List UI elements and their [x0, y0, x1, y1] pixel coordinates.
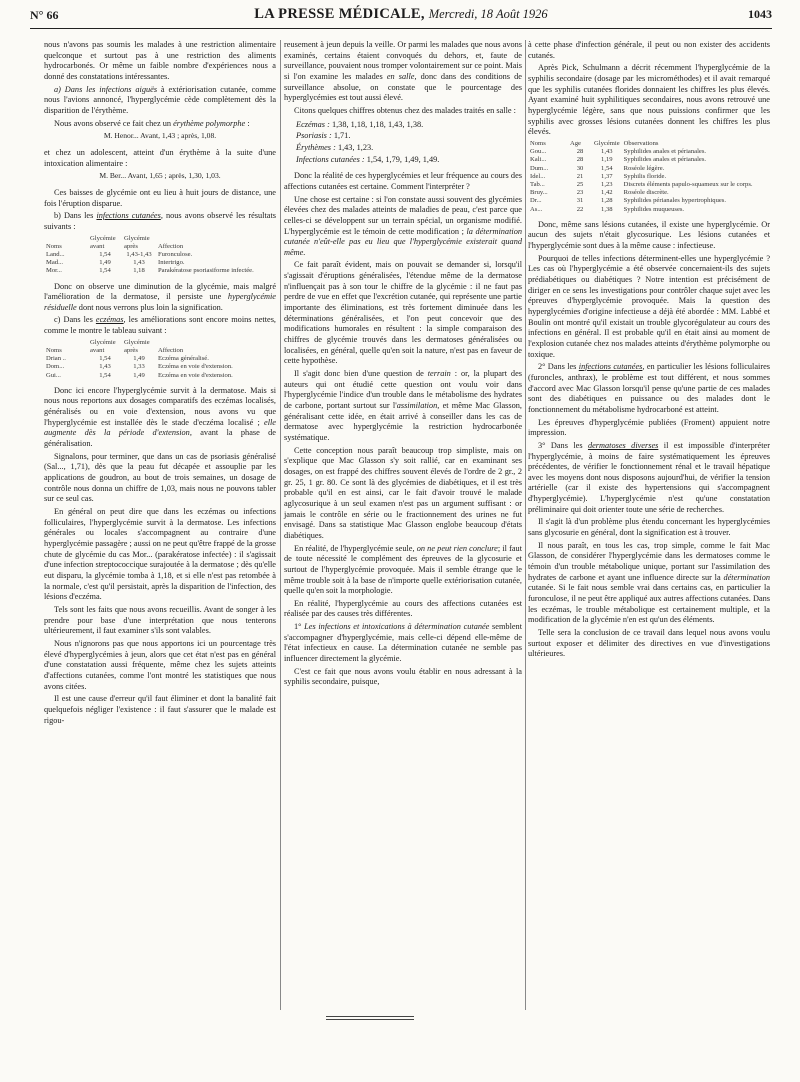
paragraph: Donc, même sans lésions cutanées, il existe une hyperglycémie. Or aucun des sujets n'était glycosurique. Les lésions cutanées et l'hyperglycémie sont dues à la même cause : infectieuse.	[528, 219, 770, 251]
table-header-row	[44, 339, 235, 355]
data-line: Infections cutanées : 1,54, 1,79, 1,49, 1,49.	[296, 154, 440, 164]
paragraph: Nous n'ignorons pas que nous apportons ici un pourcentage très élevé d'hyperglycémies à jeun, alors que cet état n'est pas en général d'une constatation aussi fréquente, même chez les sujets atteints d'affections cutanées, comme l'ont montré les statistiques que nous avons citées.	[44, 638, 276, 691]
paragraph: En réalité, de l'hyperglycémie seule, on ne peut rien conclure; il faut de toute nécessité le complément des épreuves de la glycosurie et surtout de l'hyperglycémie provoquée. Mais il semble étrange que le même trouble soit à la base de n'importe quelle extériorisation cutanée, quelle qu'en soit la morphologie.	[284, 543, 522, 596]
paragraph: Ce fait paraît évident, mais on pouvait se demander si, lorsqu'il s'agissait d'éruptions généralisées, l'étendue même de la dermatose n'influençait pas à son tour le chiffre de la glycémie : il ne faut pas perdre de vue en effet que l'excrétion cutanée, qui représente une partie importante des éliminations, est très fortement diminuée dans les déterminations généralisées, et l'on peut concevoir que des modifications humorales en résultent : la simple comparaison des chiffres de glycémie trouvés dans les dermatoses généralisées ou localisées, en général, quelle qu'en soit la nature, n'est pas en faveur de cette hypothèse.	[284, 260, 522, 366]
issue-number: N° 66	[30, 8, 59, 22]
paragraph: Telle sera la conclusion de ce travail dans lequel nous avons voulu surtout exposer et délimiter des directives en vue d'investigations ultérieures.	[528, 628, 770, 659]
column-header: Age	[570, 139, 581, 147]
paragraph: à cette phase d'infection générale, il peut ou non exister des accidents cutanés.	[528, 40, 770, 60]
table-row: Gui... 1,54 1,49 Eczéma en voie d'extension.	[46, 371, 233, 379]
paragraph: a) Dans les infections aiguës à extériorisation cutanée, comme nous l'avions annoncé, l'hyperglycémie cède complètement dès la disparition de l'érythème.	[44, 84, 276, 115]
case-record: M. Ber... Avant, 1,65 ; après, 1,30, 1,03.	[99, 171, 221, 181]
data-list	[296, 120, 522, 166]
journal-title: LA PRESSE MÉDICALE,	[254, 6, 425, 22]
end-rule	[326, 1019, 414, 1020]
end-rule	[326, 1016, 414, 1017]
paragraph: Les épreuves d'hyperglycémie publiées (Froment) appuient notre impression.	[528, 417, 770, 438]
table-eczemas	[44, 339, 235, 380]
page-number: 1043	[748, 7, 772, 21]
paragraph: Il est une cause d'erreur qu'il faut éliminer et dont la banalité fait quelquefois négliger l'existence : il faut s'assurer que le malade est rigou-	[44, 694, 276, 725]
column-header: Affection	[158, 347, 184, 354]
paragraph: Citons quelques chiffres obtenus chez des malades traités en salle :	[294, 105, 516, 115]
paragraph: Donc la réalité de ces hyperglycémies et leur fréquence au cours des affections cutanées est certaine. Comment l'interpréter ?	[284, 171, 522, 191]
paragraph: Il s'agit là d'un problème plus étendu concernant les hyperglycémies sans glycosurie en général, dont la signification est à trouver.	[528, 517, 770, 538]
column-header: Noms	[46, 347, 62, 354]
table-syphilis	[528, 140, 755, 214]
case-record: M. Henor... Avant, 1,43 ; après, 1,08.	[103, 131, 217, 141]
column-header: Noms	[46, 242, 62, 250]
table-row: Idel... 21 1,37 Syphilis floride.	[530, 172, 667, 180]
table-row: Dum... 30 1,54 Roséole légère.	[530, 164, 665, 172]
table-row: Bruy... 23 1,42 Roséole discrète.	[530, 189, 669, 197]
paragraph: c) Dans les eczémas, les améliorations sont encore moins nettes, comme le montre le tableau suivant :	[44, 315, 276, 336]
paragraph: Donc on observe une diminution de la glycémie, mais malgré l'amélioration de la dermatose, il persiste une hyperglycémie résiduelle dont nous verrons plus loin la signification.	[44, 281, 276, 312]
paragraph: Nous avons observé ce fait chez un érythème polymorphe :	[54, 118, 250, 128]
paragraph: Une chose est certaine : si l'on constate aussi souvent des glycémies élevées chez des malades atteints de maladies de peau, c'est parce que celles-ci se développent sur un terrain spécial, un organisme modifié. L'hyperglycémie est le témoin de cette modification ; la détermination cutanée n'eût-elle pas eu lieu que l'hyperglycémie existerait quand même.	[284, 194, 522, 257]
paragraph: Pourquoi de telles infections déterminent-elles une hyperglycémie ? Les cas où l'hyperglycémie a été observée concernaient-ils des sujets prédiabétiques ou diabétiques ? Notre intention est précisément de diriger en ce sens les investigations pour contrôler chaque sujet avec les épreuves d'hyperglycémie provoquée. Mais la question des hyperglycémies d'origine infectieuse a déjà été abordée : MM. Labbé et Boulin ont montré qu'il existait un trouble glycorégulateur au cours des infections en général. Il est probable qu'il en était ainsi au moment de l'explosion cutanée chez nos malades atteints d'érythème polymorphe ou toxique.	[528, 253, 770, 359]
column-1	[44, 40, 276, 728]
column-3	[528, 40, 770, 662]
paragraph: En réalité, l'hyperglycémie au cours des affections cutanées est réalisée par des causes très différentes.	[284, 598, 522, 619]
table-header-row	[44, 235, 256, 251]
paragraph: Signalons, pour terminer, que dans un cas de psoriasis généralisé (Sal..., 1,71), dès que la peau fut décapée et assouplie par les applications de goudron, au bout de trois semaines, un dosage de contrôle nous donna un chiffre de 1,03, mais nous ne pouvons tabler sur ce seul cas.	[44, 451, 276, 504]
table-row: Dom... 1,43 1,33 Eczéma en voie d'extension.	[46, 363, 233, 371]
data-line: Eczémas : 1,38, 1,18, 1,18, 1,43, 1,38.	[296, 119, 424, 129]
column-header: Glycémie avant	[90, 338, 116, 354]
column-header: Observations	[623, 139, 659, 147]
table-row: Drian .. 1,54 1,49 Eczéma généralisé.	[46, 355, 209, 363]
column-header: Glycémie après	[124, 234, 150, 250]
column-rule	[525, 40, 526, 1010]
paragraph: 3° Dans les dermatoses diverses il est impossible d'interpréter l'hyperglycémie, à moins de faire systématiquement les épreuves précédentes, de vérifier le fonctionnement rénal et le travail hépatique avec les moyens dont nous disposons aujourd'hui, de vérifier la tension artérielle (car il existe des hypertensions qui s'accompagnent d'hyperglycémie). L'hyperglycémie n'est qu'une constatation préliminaire qui doit orienter toute une série de recherches.	[528, 440, 770, 514]
table-header-row	[528, 140, 755, 148]
table-row: As... 22 1,38 Syphilides muqueuses.	[530, 205, 685, 213]
paragraph: b) Dans les infections cutanées, nous avons observé les résultats suivants :	[44, 211, 276, 231]
paragraph: reusement à jeun depuis la veille. Or parmi les malades que nous avons examinés, certains étaient convoqués du dehors, et, faute de surveillance, pouvaient nous tromper volontairement sur ce point. Mais si l'on examine les malades en salle, donc dans des conditions de surveillance absolue, on constate que le pourcentage des hyperglycémies est tout aussi élevé.	[284, 40, 522, 103]
paragraph: Il s'agit donc bien d'une question de terrain : or, la plupart des auteurs qui ont étudié cette question ont voulu voir dans l'hyperglycémie l'indice d'un trouble dans le métabolisme des hydrates de carbone, portant surtout sur l'assimilation, et même Mac Glasson, généralisant cette idée, en était arrivé à conseiller dans les cas de dermatose avec hyperglycémie la restriction hydrocarbonée systématique.	[284, 369, 522, 442]
running-header	[30, 4, 772, 29]
paragraph: Donc ici encore l'hyperglycémie survit à la dermatose. Mais si nous nous reportons aux dosages comparatifs des eczémas localisés, généralisés ou en voie d'extension, nous avons vu que l'hyperglycémie est installée dès le stade d'eczéma localisé ; elle augmente dès la période d'extension, avant la phase de généralisation.	[44, 385, 276, 449]
paragraph: Tels sont les faits que nous avons recueillis. Avant de songer à les prendre pour base d'une interprétation que nous tenterons ultérieurement, il faut examiner s'ils sont valables.	[44, 604, 276, 636]
table-row: Mad... 1,49 1,43 Intertrigo.	[46, 259, 185, 267]
column-header: Glycémie après	[124, 338, 150, 354]
column-header: Affection	[158, 242, 184, 250]
journal-title-line	[30, 6, 772, 23]
table-infections-cutanees	[44, 235, 256, 276]
table-row: Kali... 28 1,19 Syphilides anales et périanales.	[530, 156, 707, 164]
paragraph: Cette conception nous paraît beaucoup trop simpliste, mais on s'explique que Mac Glasson s'y soit rallié, car en examinant ses dosages, on est frappé des chiffres souvent élevés de l'ordre de 2 gr., 2 gr. 25, 1 gr. 80. Ce sont là des glycémies de diabétiques, et il est très probable qu'il en est ainsi, car le fait d'avoir trouvé le malade aglycosurique à un seul examen n'est pas un argument suffisant : or jamais le contrôle en série ou le fractionnement des urines ne fut envisagé. Dans sa statistique Mac Glasson englobe beaucoup d'états diabétiques.	[284, 445, 522, 540]
paragraph: 1° Les infections et intoxications à détermination cutanée semblent s'accompagner d'hyperglycémie, mais celle-ci dépend elle-même de l'état infectieux en cause. La détermination cutanée ne semble pas influencer directement la glycémie.	[284, 622, 523, 664]
paragraph: Après Pick, Schulmann a décrit récemment l'hyperglycémie de la syphilis secondaire (dosage par les microméthodes) et il avait remarqué que les syphilis cutanées florides donnaient les chiffres les plus élevés. Ayant examiné huit syphilitiques secondaires, nous avons retrouvé une hyperglycémie légère, sans que nous puissions confirmer que les syphilis avec grosses lésions cutanées donnent les chiffres les plus élevés.	[528, 63, 770, 137]
paragraph: et chez un adolescent, atteint d'un érythème à la suite d'une intoxication alimentaire :	[44, 147, 276, 168]
table-row: Tab... 25 1,23 Discrets éléments papulo-squameux sur le corps.	[530, 180, 753, 188]
column-2	[284, 40, 522, 690]
data-line: Érythèmes : 1,43, 1,23.	[296, 142, 374, 152]
table-row: Dr... 31 1,28 Syphilides périanales hypertrophiques.	[530, 197, 727, 205]
paragraph: Ces baisses de glycémie ont eu lieu à huit jours de distance, une fois l'éruption disparue.	[44, 187, 276, 208]
paragraph: 2° Dans les infections cutanées, en particulier les lésions folliculaires (furoncles, anthrax), le problème est tout différent, et nous sommes d'accord avec Mac Glasson lorsqu'il pense qu'une partie de ces malades sont des diabétiques en puissance ou des malades dont le fonctionnement du métabolisme hydrocarboné est atteint.	[528, 362, 770, 414]
paragraph: nous n'avons pas soumis les malades à une restriction alimentaire quelconque et surtout pas à une restriction des aliments hydrocarbonés. Or même un faible nombre d'expériences nous a donné des constatations intéressantes.	[44, 40, 276, 81]
table-row: Gou... 28 1,43 Syphilides anales et périanales.	[530, 148, 707, 156]
paragraph: C'est ce fait que nous avons voulu établir en nous adressant à la syphilis secondaire, puisque,	[284, 666, 522, 687]
column-header: Glycémie	[594, 139, 620, 147]
column-header: Noms	[530, 139, 546, 147]
column-header: Glycémie avant	[90, 234, 116, 250]
paragraph: En général on peut dire que dans les eczémas ou infections folliculaires, l'hyperglycémie survit à la dermatose. Les infections générales ou locales s'accompagnent au contraire d'une hyperglycémie passagère ; aussi on ne peut qu'être frappé de la grosse chute de glycémie du cas Mor... (parakératose infectée) : il s'agissait d'une infection streptococcique surajoutée à la dermatose ; dès qu'elle eut disparu, la glycémie tomba à 1,18, et si elle n'est pas retombée à la normale, c'est qu'il persistait, après la disparition de l'infection, des lésions d'eczéma.	[44, 507, 276, 602]
column-rule	[280, 40, 281, 1010]
table-row: Land... 1,54 1,43-1,43 Furonculose.	[46, 250, 193, 258]
table-row: Mor... 1,54 1,18 Parakératose psoriasiforme infectée.	[46, 267, 254, 275]
issue-date: Mercredi, 18 Août 1926	[428, 7, 548, 21]
paragraph: Il nous paraît, en tous les cas, trop simple, comme le fait Mac Glasson, de considérer l'hyperglycémie dans les dermatoses comme le témoin d'un trouble métabolique unique, portant sur l'assimilation des hydrates de carbone et ayant une influence directe sur la détermination cutanée. Si le fait nous semble vrai dans certains cas, en particulier la furonculose, il ne peut être appliqué aux autres affections cutanées. Dans les eczémas, le trouble métabolique est certainement multiple, et la modification de la glycémie n'en est qu'un des éléments.	[528, 540, 770, 625]
data-line: Psoriasis : 1,71.	[296, 131, 351, 141]
